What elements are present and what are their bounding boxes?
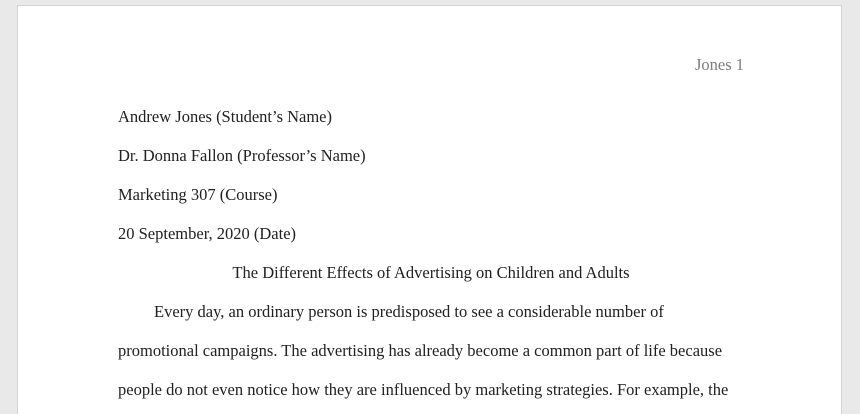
paragraph-line-2: promotional campaigns. The advertising has already become a common part of life because xyxy=(118,341,723,360)
paragraph-line-1: Every day, an ordinary person is predisposed to see a considerable number of xyxy=(154,302,664,321)
page-content-area xyxy=(18,45,841,409)
document-body xyxy=(118,97,744,409)
paper-title: The Different Effects of Advertising on Children and Adults xyxy=(232,263,630,282)
heading-date: 20 September, 2020 (Date) xyxy=(118,224,297,243)
heading-professor-name: Dr. Donna Fallon (Professor’s Name) xyxy=(118,146,366,165)
heading-course: Marketing 307 (Course) xyxy=(118,185,278,204)
heading-student-name: Andrew Jones (Student’s Name) xyxy=(118,107,333,126)
running-head-page-number: Jones 1 xyxy=(694,55,744,74)
document-page xyxy=(17,5,842,414)
paragraph-line-3: people do not even notice how they are influenced by marketing strategies. For example, the xyxy=(118,380,729,399)
